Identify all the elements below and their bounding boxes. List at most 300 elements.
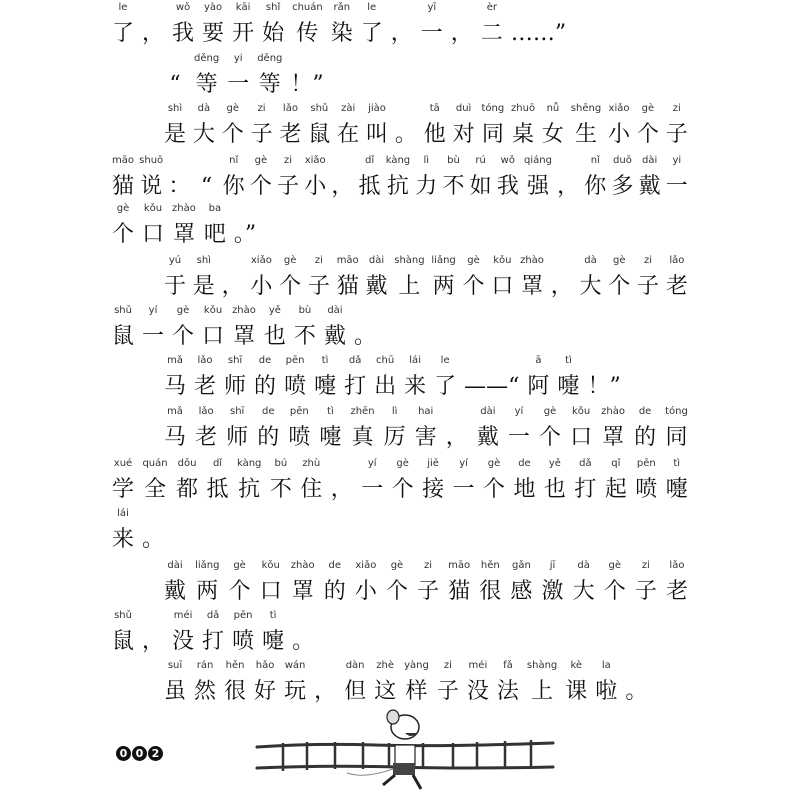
hanzi: 上	[531, 679, 554, 704]
char-cell	[300, 458, 322, 504]
char-cell	[434, 355, 456, 401]
pinyin: tā	[429, 103, 440, 114]
hanzi: 一	[420, 21, 443, 46]
pinyin: kāi	[235, 2, 251, 13]
hanzi: 个	[483, 477, 506, 502]
pinyin: liǎng	[195, 560, 220, 571]
hanzi: 子	[277, 174, 300, 199]
pinyin: gè	[641, 103, 655, 114]
hanzi: 生	[574, 122, 597, 147]
char-cell	[510, 560, 532, 606]
pinyin: děng	[194, 53, 220, 64]
hanzi: 个	[462, 274, 485, 299]
hanzi: 个	[636, 122, 659, 147]
hanzi: 个	[228, 579, 251, 604]
char-cell	[595, 660, 617, 706]
char-cell	[354, 305, 376, 351]
hanzi: 的	[257, 425, 280, 450]
hanzi: 开	[232, 21, 255, 46]
hanzi: 然	[194, 679, 217, 704]
hanzi: 子	[250, 122, 273, 147]
char-cell	[257, 406, 279, 452]
hanzi: 打	[202, 629, 225, 654]
hanzi: 传	[296, 21, 319, 46]
hanzi: 但	[344, 679, 367, 704]
hanzi: 都	[176, 477, 199, 502]
char-cell	[164, 53, 186, 99]
pinyin: yí	[459, 458, 468, 469]
pinyin: zhào	[601, 406, 625, 417]
char-cell	[431, 255, 455, 301]
hanzi: 也	[263, 324, 286, 349]
text-line	[112, 155, 688, 201]
hanzi: 了	[112, 21, 135, 46]
char-cell	[112, 203, 134, 249]
hanzi: 猫	[336, 274, 359, 299]
hanzi: 没	[172, 629, 195, 654]
hanzi: 学	[112, 477, 135, 502]
hanzi: 对	[452, 122, 475, 147]
char-row	[112, 508, 688, 554]
char-cell	[223, 155, 245, 201]
char-cell	[254, 355, 276, 401]
char-cell	[497, 155, 519, 201]
hanzi: 两	[196, 579, 219, 604]
hanzi: 等	[195, 72, 218, 97]
hanzi: 了	[434, 374, 457, 399]
hanzi: 抵	[358, 174, 381, 199]
pinyin: gǎn	[511, 560, 531, 571]
hanzi: 戴	[164, 579, 187, 604]
pinyin: dài	[641, 155, 658, 166]
char-cell	[291, 560, 315, 606]
char-cell	[314, 660, 336, 706]
char-cell	[637, 103, 659, 149]
hanzi: 口	[491, 274, 514, 299]
pinyin: dài	[480, 406, 496, 417]
char-cell	[207, 458, 229, 504]
text-line	[112, 203, 688, 249]
char-cell	[142, 2, 164, 48]
char-cell	[164, 255, 186, 301]
char-cell	[483, 458, 505, 504]
char-cell	[250, 155, 272, 201]
char-cell	[625, 660, 647, 706]
char-cell	[224, 660, 246, 706]
char-cell	[557, 155, 579, 201]
char-cell	[254, 660, 276, 706]
pinyin: tì	[321, 355, 329, 366]
pinyin: shàng	[394, 255, 425, 266]
pinyin: de	[518, 458, 531, 469]
hanzi: 师	[224, 374, 247, 399]
pinyin: liǎng	[431, 255, 456, 266]
char-cell	[277, 155, 299, 201]
hanzi: 也	[543, 477, 566, 502]
pinyin: bù	[447, 155, 460, 166]
hanzi: ，	[142, 21, 165, 46]
pinyin: zi	[314, 255, 323, 266]
char-cell	[384, 406, 406, 452]
hanzi: 个	[172, 324, 195, 349]
pinyin: chū	[376, 355, 395, 366]
hanzi: 个	[608, 274, 631, 299]
char-cell	[279, 255, 301, 301]
hanzi: 嚏	[314, 374, 337, 399]
pinyin: rú	[475, 155, 486, 166]
pinyin: lǎo	[198, 406, 214, 417]
pinyin: dǎ	[206, 610, 220, 621]
text-line	[164, 406, 688, 452]
char-cell	[587, 355, 620, 401]
hanzi: 子	[637, 274, 660, 299]
char-cell	[222, 255, 244, 301]
hanzi: 抵	[206, 477, 229, 502]
hanzi: 。”	[233, 222, 257, 247]
hanzi: ！”	[587, 374, 621, 399]
pinyin: zhù	[302, 458, 321, 469]
hanzi: 。	[142, 527, 165, 552]
mouse-ladder-illustration	[255, 705, 555, 795]
hanzi: ，	[142, 629, 165, 654]
hanzi: 住	[300, 477, 323, 502]
pinyin: pēn	[636, 458, 656, 469]
hanzi: 上	[398, 274, 421, 299]
char-row	[164, 406, 688, 452]
pinyin: hai	[418, 406, 434, 417]
char-cell	[195, 406, 217, 452]
char-cell	[524, 155, 552, 201]
char-cell	[635, 560, 657, 606]
char-cell	[344, 355, 366, 401]
pinyin: yú	[168, 255, 182, 266]
char-cell	[415, 406, 437, 452]
char-cell	[324, 560, 346, 606]
pinyin: hěn	[480, 560, 500, 571]
pinyin: shì	[167, 103, 183, 114]
char-cell	[542, 560, 564, 606]
char-cell	[394, 255, 424, 301]
pinyin: tì	[269, 610, 277, 621]
char-cell	[608, 255, 630, 301]
hanzi: 在	[337, 122, 360, 147]
hanzi: 很	[479, 579, 502, 604]
pinyin: suī	[167, 660, 183, 671]
pinyin: rǎn	[333, 2, 351, 13]
hanzi: ，	[390, 21, 413, 46]
pinyin: méi	[173, 610, 193, 621]
hanzi: ：	[168, 174, 191, 199]
char-cell	[365, 255, 387, 301]
char-cell	[195, 560, 219, 606]
pinyin: zhè	[376, 660, 394, 671]
pinyin: gè	[543, 406, 557, 417]
char-cell	[232, 2, 254, 48]
hanzi: 是	[192, 274, 215, 299]
char-cell	[404, 660, 429, 706]
pinyin: bú	[274, 458, 288, 469]
pinyin: lái	[117, 508, 129, 519]
pinyin: chuán	[292, 2, 323, 13]
pinyin: kǒu	[203, 305, 223, 316]
hanzi: ——“	[464, 374, 520, 399]
hanzi: 好	[254, 679, 277, 704]
char-cell	[511, 2, 566, 48]
hanzi: 啦	[595, 679, 618, 704]
char-cell	[227, 53, 249, 99]
hanzi: 小	[608, 122, 631, 147]
pinyin: zi	[443, 660, 452, 671]
text-line	[112, 508, 688, 554]
pinyin: māo	[112, 155, 134, 166]
pinyin: zhào	[172, 203, 196, 214]
char-cell	[539, 406, 561, 452]
hanzi: 马	[164, 425, 187, 450]
pinyin: gè	[116, 203, 130, 214]
char-cell	[571, 103, 601, 149]
char-cell	[604, 560, 626, 606]
hanzi: 戴	[476, 425, 499, 450]
char-cell	[337, 255, 359, 301]
hanzi: 。	[292, 629, 315, 654]
pinyin: gè	[283, 255, 297, 266]
char-cell	[601, 406, 625, 452]
pinyin: wán	[284, 660, 306, 671]
hanzi: 一	[507, 425, 530, 450]
hanzi: 的	[254, 374, 277, 399]
pinyin: jiào	[368, 103, 386, 114]
hanzi: 我	[496, 174, 519, 199]
hanzi: 。	[353, 324, 376, 349]
hanzi: 戴	[365, 274, 388, 299]
pinyin: yī	[427, 2, 437, 13]
hanzi: 大	[192, 122, 215, 147]
pinyin: zi	[284, 155, 293, 166]
page-digit: 0	[132, 746, 147, 761]
text-line	[164, 660, 688, 706]
char-cell	[292, 2, 323, 48]
hanzi: 罩	[602, 425, 625, 450]
char-cell	[442, 155, 464, 201]
pinyin: qǐ	[611, 458, 621, 469]
hanzi: 嚏	[262, 629, 285, 654]
hanzi: 老	[665, 274, 688, 299]
hanzi: 戴	[638, 174, 661, 199]
char-cell	[544, 458, 566, 504]
pinyin: dài	[167, 560, 183, 571]
pinyin: shī	[230, 406, 245, 417]
char-cell	[361, 2, 383, 48]
char-cell	[451, 2, 473, 48]
pinyin: shǔ	[114, 305, 132, 316]
hanzi: 吧	[203, 222, 226, 247]
pinyin: le	[440, 355, 450, 366]
char-cell	[374, 355, 396, 401]
char-cell	[232, 305, 256, 351]
hanzi: 鼠	[112, 324, 135, 349]
hanzi: 一	[665, 174, 688, 199]
char-cell	[262, 2, 284, 48]
char-cell	[112, 610, 134, 656]
char-cell	[202, 305, 224, 351]
hanzi: 是	[164, 122, 187, 147]
pinyin: gè	[254, 155, 268, 166]
char-cell	[574, 458, 596, 504]
hanzi: 个	[391, 477, 414, 502]
hanzi: 子	[307, 274, 330, 299]
char-cell	[584, 155, 606, 201]
hanzi: 小	[304, 174, 327, 199]
char-cell	[194, 355, 216, 401]
char-cell	[391, 2, 413, 48]
char-cell	[234, 203, 256, 249]
hanzi: 要	[202, 21, 225, 46]
hanzi: 我	[172, 21, 195, 46]
hanzi: ……”	[510, 21, 567, 46]
hanzi: 老	[279, 122, 302, 147]
pinyin: duō	[613, 155, 632, 166]
char-cell	[112, 305, 134, 351]
char-cell	[164, 103, 186, 149]
pinyin: méi	[468, 660, 488, 671]
pinyin: pēn	[233, 610, 253, 621]
char-row	[164, 255, 688, 301]
char-cell	[204, 203, 226, 249]
pinyin: gè	[226, 103, 239, 114]
hanzi: ，	[445, 425, 468, 450]
char-cell	[477, 406, 499, 452]
char-cell	[666, 155, 688, 201]
pinyin: lǎo	[282, 103, 298, 114]
pinyin: ba	[208, 203, 222, 214]
pinyin: mǎ	[167, 355, 183, 366]
char-row	[164, 53, 688, 99]
pinyin: zi	[672, 103, 681, 114]
char-cell	[251, 103, 273, 149]
hanzi: ，	[221, 274, 244, 299]
char-row	[164, 355, 688, 401]
hanzi: 罩	[232, 324, 255, 349]
pinyin: yí	[514, 406, 524, 417]
hanzi: 法	[496, 679, 519, 704]
pinyin: dà	[584, 255, 597, 266]
pinyin: hǎo	[255, 660, 275, 671]
hanzi: 一	[452, 477, 475, 502]
hanzi: 样	[405, 679, 428, 704]
pinyin: gè	[467, 255, 480, 266]
hanzi: “	[169, 72, 181, 97]
hanzi: 如	[469, 174, 492, 199]
char-cell	[527, 355, 549, 401]
page-digit: 0	[116, 746, 131, 761]
pinyin: dōu	[177, 458, 197, 469]
char-cell	[374, 660, 396, 706]
hanzi: 罩	[521, 274, 544, 299]
char-cell	[164, 355, 186, 401]
char-cell	[331, 458, 353, 504]
hanzi: 嚏	[665, 477, 688, 502]
char-cell	[453, 103, 475, 149]
pinyin: wǒ	[500, 155, 515, 166]
char-cell	[292, 610, 314, 656]
char-cell	[193, 103, 215, 149]
pinyin: bù	[298, 305, 312, 316]
char-cell	[666, 255, 688, 301]
hanzi: 戴	[323, 324, 346, 349]
hanzi: “	[200, 174, 213, 199]
pinyin: zhuō	[511, 103, 536, 114]
char-cell	[279, 103, 301, 149]
char-cell	[551, 255, 573, 301]
pinyin: lǎo	[669, 255, 685, 266]
text-line	[112, 610, 688, 656]
pinyin: xiǎo	[355, 560, 377, 571]
char-cell	[304, 155, 326, 201]
hanzi: ，	[330, 477, 353, 502]
hanzi: 等	[258, 72, 281, 97]
hanzi: 说	[140, 174, 163, 199]
pinyin: zhào	[232, 305, 256, 316]
pinyin: zhēn	[350, 406, 375, 417]
pinyin: xiǎo	[608, 103, 630, 114]
hanzi: 个	[279, 274, 302, 299]
text-line	[164, 103, 688, 149]
hanzi: 你	[222, 174, 245, 199]
hanzi: 同	[481, 122, 504, 147]
hanzi: 马	[164, 374, 187, 399]
pinyin: fǎ	[503, 660, 513, 671]
pinyin: kǒu	[493, 255, 512, 266]
char-cell	[257, 53, 282, 99]
char-cell	[168, 155, 190, 201]
hanzi: ，	[314, 679, 337, 704]
pinyin: yi	[233, 53, 243, 64]
pinyin: de	[258, 355, 272, 366]
char-cell	[112, 508, 134, 554]
char-cell	[366, 103, 388, 149]
text-line	[164, 255, 688, 301]
text-line	[164, 355, 688, 401]
char-cell	[520, 255, 544, 301]
pinyin: yí	[367, 458, 377, 469]
hanzi: 老	[665, 579, 688, 604]
hanzi: 玩	[284, 679, 307, 704]
hanzi: 多	[611, 174, 634, 199]
pinyin: zhào	[290, 560, 315, 571]
char-cell	[172, 2, 194, 48]
pinyin: gè	[233, 560, 246, 571]
char-cell	[331, 155, 353, 201]
char-cell	[470, 155, 492, 201]
hanzi: 口	[202, 324, 225, 349]
char-cell	[308, 103, 330, 149]
pinyin: yí	[148, 305, 158, 316]
pinyin: yàng	[404, 660, 429, 671]
pinyin: dǎ	[579, 458, 592, 469]
pinyin: duì	[455, 103, 472, 114]
char-cell	[513, 458, 535, 504]
hanzi: 来	[404, 374, 427, 399]
char-cell	[222, 103, 244, 149]
pinyin: gè	[176, 305, 190, 316]
hanzi: 抗	[238, 477, 261, 502]
hanzi: 感	[510, 579, 533, 604]
char-cell	[331, 2, 353, 48]
pinyin: èr	[486, 2, 497, 13]
char-cell	[172, 610, 194, 656]
char-cell	[481, 2, 503, 48]
char-cell	[579, 255, 601, 301]
